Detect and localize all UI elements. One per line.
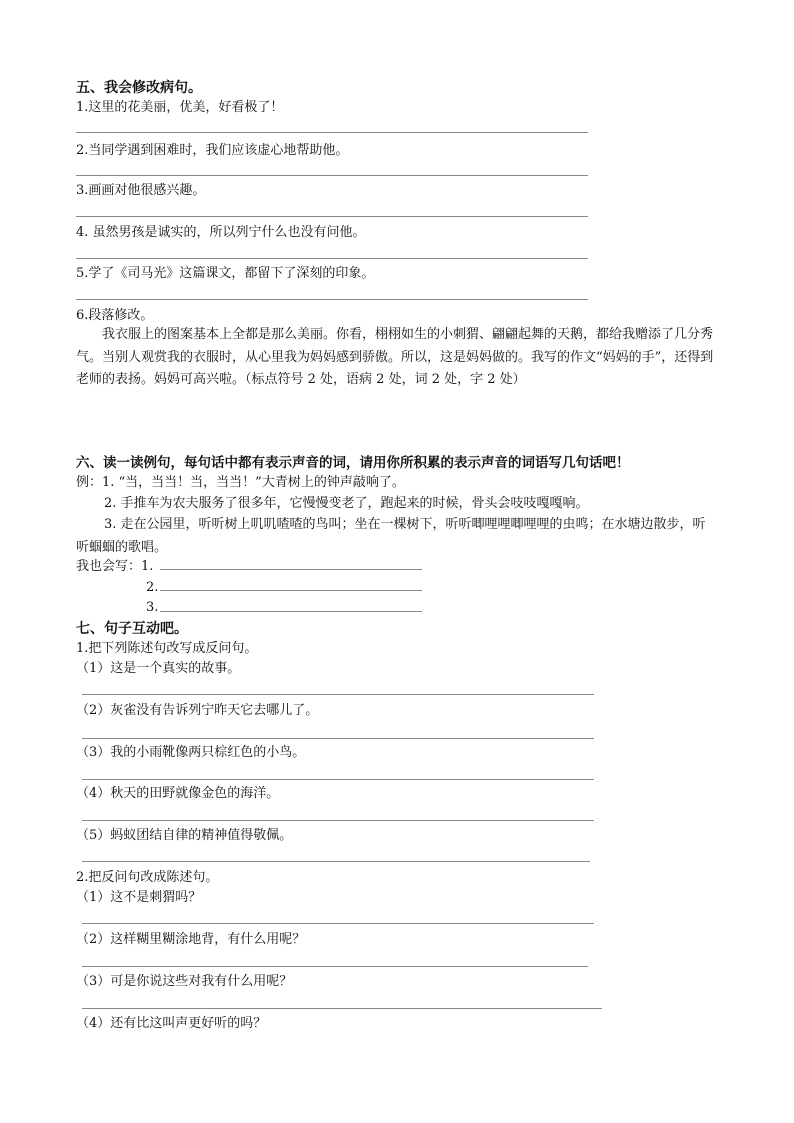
answer-line[interactable] [82,1008,602,1009]
answer-line[interactable] [76,132,588,133]
question-7-1-3: （3）我的小雨靴像两只棕红色的小鸟。 [76,745,306,760]
question-7-1-4: （4）秋天的田野就像金色的海洋。 [76,786,280,801]
answer-line[interactable] [82,820,594,821]
answer-line[interactable] [82,694,594,695]
question-7-1-1: （1）这是一个真实的故事。 [76,661,241,676]
answer-line[interactable] [76,258,588,259]
question-7-2-2: （2）这样糊里糊涂地背，有什么用呢？ [76,932,306,947]
question-5-3: 3.画画对他很感兴趣。 [76,183,206,198]
question-7-1-5: （5）蚂蚁团结自律的精神值得敬佩。 [76,828,293,843]
write-line-1[interactable] [160,569,422,570]
section-7-title: 七、句子互动吧。 [76,621,188,637]
question-7-2-4: （4）还有比这叫声更好听的吗？ [76,1016,267,1031]
write-label-2: 2. [146,580,159,595]
paragraph-to-edit: 我衣服上的图案基本上全都是那么美丽。你看，栩栩如生的小刺猬、翩翩起舞的天鹅，都给我赠添了几分秀气。当别人观赏我的衣服时，从心里我为妈妈感到骄傲。所以，这是妈妈做的。我写的作文“妈妈的手”，还得到老师的表扬。妈妈可高兴啦。（标点符号 2 处，语病 2 处，词 2 处，字 2 处） [76,327,714,387]
answer-line[interactable] [76,216,588,217]
write-label-3: 3. [146,600,159,615]
write-label-1: 我也会写：1. [76,559,154,574]
answer-line[interactable] [82,923,594,924]
answer-line[interactable] [82,966,588,967]
write-line-2[interactable] [160,590,422,591]
answer-line[interactable] [82,861,590,862]
question-5-2: 2.当同学遇到困难时，我们应该虚心地帮助他。 [76,143,349,158]
write-line-3[interactable] [160,611,422,612]
answer-line[interactable] [76,175,588,176]
question-7-2-1: （1）这不是刺猬吗？ [76,890,202,905]
part-2-instruction: 2.把反问句改成陈述句。 [76,870,219,885]
answer-line[interactable] [76,299,588,300]
part-1-instruction: 1.把下列陈述句改写成反问句。 [76,641,258,656]
question-5-4: 4. 虽然男孩是诚实的，所以列宁什么也没有问他。 [76,225,366,240]
question-5-6: 6.段落修改。 [76,308,154,323]
answer-line[interactable] [82,738,594,739]
example-3: 3. 走在公园里，听听树上叽叽喳喳的鸟叫；坐在一棵树下，听听唧哩哩唧哩哩的虫鸣；在水塘边散步，听听蝈蝈的歌唱。 [76,517,706,555]
question-5-1: 1.这里的花美丽，优美，好看极了！ [76,100,284,115]
section-5-title: 五、我会修改病句。 [76,80,202,96]
example-1: 例：1. “当，当当！当，当当！”大青树上的钟声敲响了。 [76,475,405,490]
question-5-5: 5.学了《司马光》这篇课文，都留下了深刻的印象。 [76,266,375,281]
section-6-title: 六、读一读例句，每句话中都有表示声音的词，请用你所积累的表示声音的词语写几句话吧！ [76,455,630,471]
answer-line[interactable] [82,779,594,780]
example-2: 2. 手推车为农夫服务了很多年，它慢慢变老了，跑起来的时候，骨头会吱吱嘎嘎响。 [104,496,589,511]
question-7-2-3: （3）可是你说这些对我有什么用呢？ [76,974,293,989]
question-7-1-2: （2）灰雀没有告诉列宁昨天它去哪儿了。 [76,703,319,718]
